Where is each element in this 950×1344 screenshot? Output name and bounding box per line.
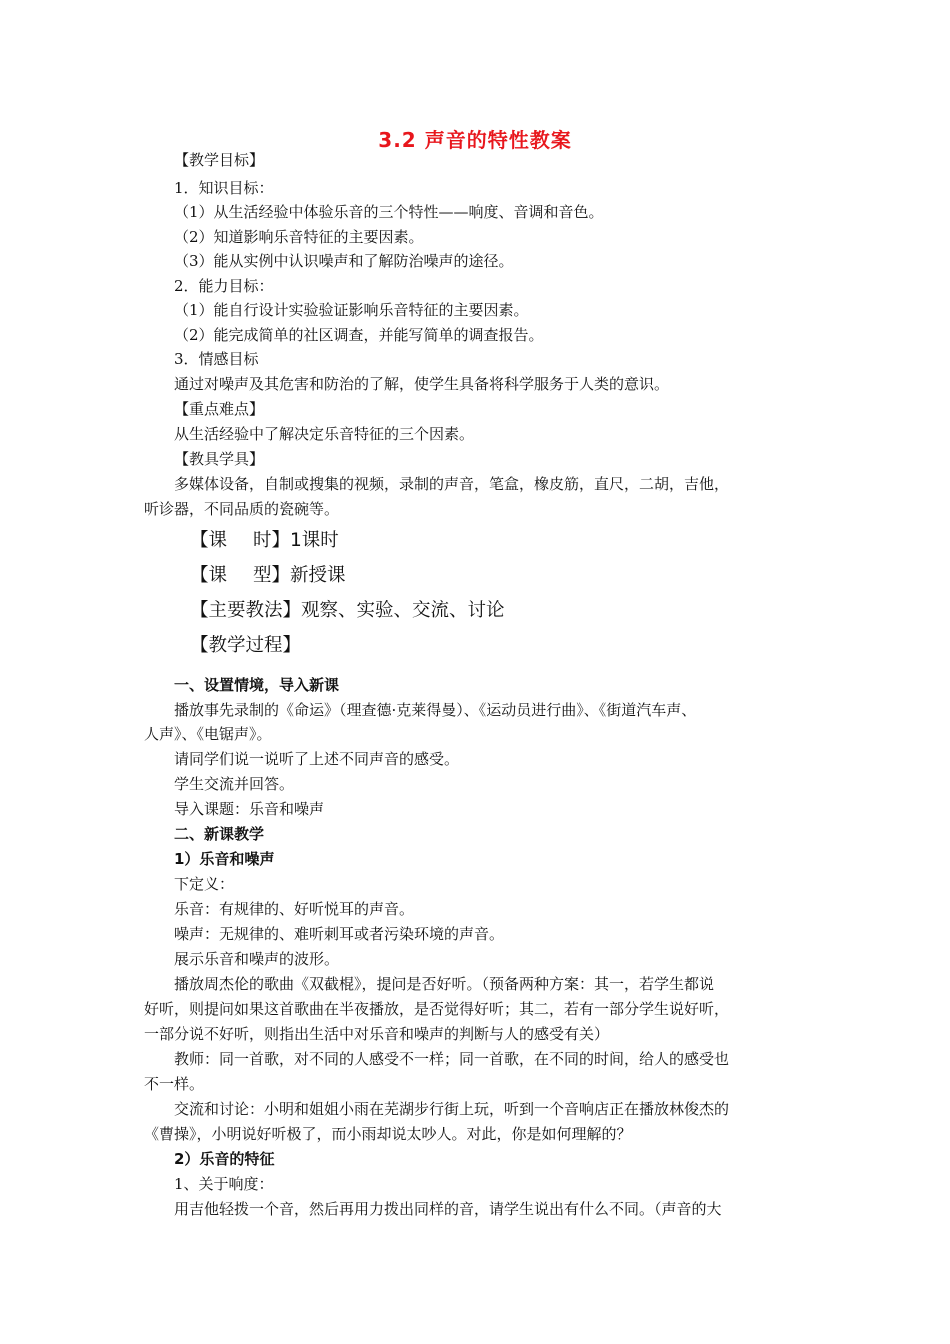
emotion-goal-text: 通过对噪声及其危害和防治的了解，使学生具备将科学服务于人类的意识。 (174, 375, 670, 393)
discussion-paragraph-line-1: 交流和讨论：小明和姐姐小雨在芜湖步行街上玩，听到一个音响店正在播放林俊杰的 (174, 1100, 730, 1118)
knowledge-goal-1: （1）从生活经验中体验乐音的三个特性——响度、音调和音色。 (174, 203, 604, 221)
section-1-paragraph-1-line-1: 播放事先录制的《命运》（理查德·克莱得曼）、《运动员进行曲》、《街道汽车声、 (174, 701, 697, 719)
loudness-text: 用吉他轻拨一个音，然后再用力拨出同样的音，请学生说出有什么不同。（声音的大 (174, 1200, 722, 1218)
teacher-paragraph-line-2: 不一样。 (144, 1075, 205, 1093)
knowledge-goal-2: （2）知道影响乐音特征的主要因素。 (174, 228, 424, 246)
method-value: 观察、实验、交流、讨论 (301, 600, 505, 621)
emotion-goals-heading: 3．情感目标 (174, 350, 259, 368)
type-label-end: 型】 (253, 565, 291, 586)
section-2-sub-1-heading: 1）乐音和噪声 (174, 850, 275, 868)
waveform-text: 展示乐音和噪声的波形。 (174, 950, 340, 968)
section-2-sub-2-heading: 2）乐音的特征 (174, 1150, 275, 1168)
section-1-paragraph-4: 导入课题：乐音和噪声 (174, 800, 325, 818)
document-title: 3.2 声音的特性教案 (378, 128, 572, 152)
discussion-paragraph-line-2: 《曹操》，小明说好听极了，而小雨却说太吵人。对此，你是如何理解的？ (144, 1125, 632, 1143)
section-heading-goals: 【教学目标】 (174, 151, 265, 169)
section-heading-tools: 【教具学具】 (174, 450, 265, 468)
song-paragraph-line-3: 一部分说不好听，则指出生活中对乐音和噪声的判断与人的感受有关） (144, 1025, 610, 1043)
section-1-heading: 一、设置情境，导入新课 (174, 676, 340, 694)
key-points-text: 从生活经验中了解决定乐音特征的三个因素。 (174, 425, 475, 443)
section-heading-key-points: 【重点难点】 (174, 400, 265, 418)
teaching-methods (190, 599, 505, 623)
tools-text-line-1: 多媒体设备，自制或搜集的视频，录制的声音，笔盒，橡皮筋，直尺，二胡，吉他， (174, 475, 730, 493)
tools-text-line-2: 听诊器，不同品质的瓷碗等。 (144, 500, 340, 518)
section-1-paragraph-2: 请同学们说一说听了上述不同声音的感受。 (174, 750, 460, 768)
section-1-paragraph-3: 学生交流并回答。 (174, 775, 295, 793)
type-value: 新授课 (290, 565, 346, 586)
definition-heading: 下定义： (174, 875, 235, 893)
definition-noise: 噪声：无规律的、难听刺耳或者污染环境的声音。 (174, 925, 505, 943)
section-heading-process: 【教学过程】 (190, 635, 302, 656)
lesson-period (190, 529, 339, 553)
song-paragraph-line-2: 好听，则提问如果这首歌曲在半夜播放，是否觉得好听；其二，若有一部分学生说好听， (144, 1000, 730, 1018)
ability-goals-heading: 2．能力目标： (174, 277, 274, 295)
teacher-paragraph-line-1: 教师：同一首歌，对不同的人感受不一样；同一首歌，在不同的时间，给人的感受也 (174, 1050, 730, 1068)
type-label-start: 【课 (190, 565, 228, 586)
knowledge-goal-3: （3）能从实例中认识噪声和了解防治噪声的途径。 (174, 252, 514, 270)
ability-goal-1: （1）能自行设计实验验证影响乐音特征的主要因素。 (174, 301, 529, 319)
section-2-heading: 二、新课教学 (174, 825, 265, 843)
definition-music: 乐音：有规律的、好听悦耳的声音。 (174, 900, 415, 918)
lesson-type (190, 564, 346, 588)
period-value: 1课时 (290, 530, 339, 551)
song-paragraph-line-1: 播放周杰伦的歌曲《双截棍》，提问是否好听。（预备两种方案：其一，若学生都说 (174, 975, 715, 993)
period-label-end: 时】 (253, 530, 291, 551)
method-label: 【主要教法】 (190, 600, 302, 621)
ability-goal-2: （2）能完成简单的社区调查，并能写简单的调查报告。 (174, 326, 544, 344)
period-label-start: 【课 (190, 530, 228, 551)
loudness-heading: 1、关于响度： (174, 1175, 274, 1193)
section-1-paragraph-1-line-2: 人声》、《电锯声》。 (144, 725, 272, 743)
knowledge-goals-heading: 1．知识目标： (174, 179, 274, 197)
